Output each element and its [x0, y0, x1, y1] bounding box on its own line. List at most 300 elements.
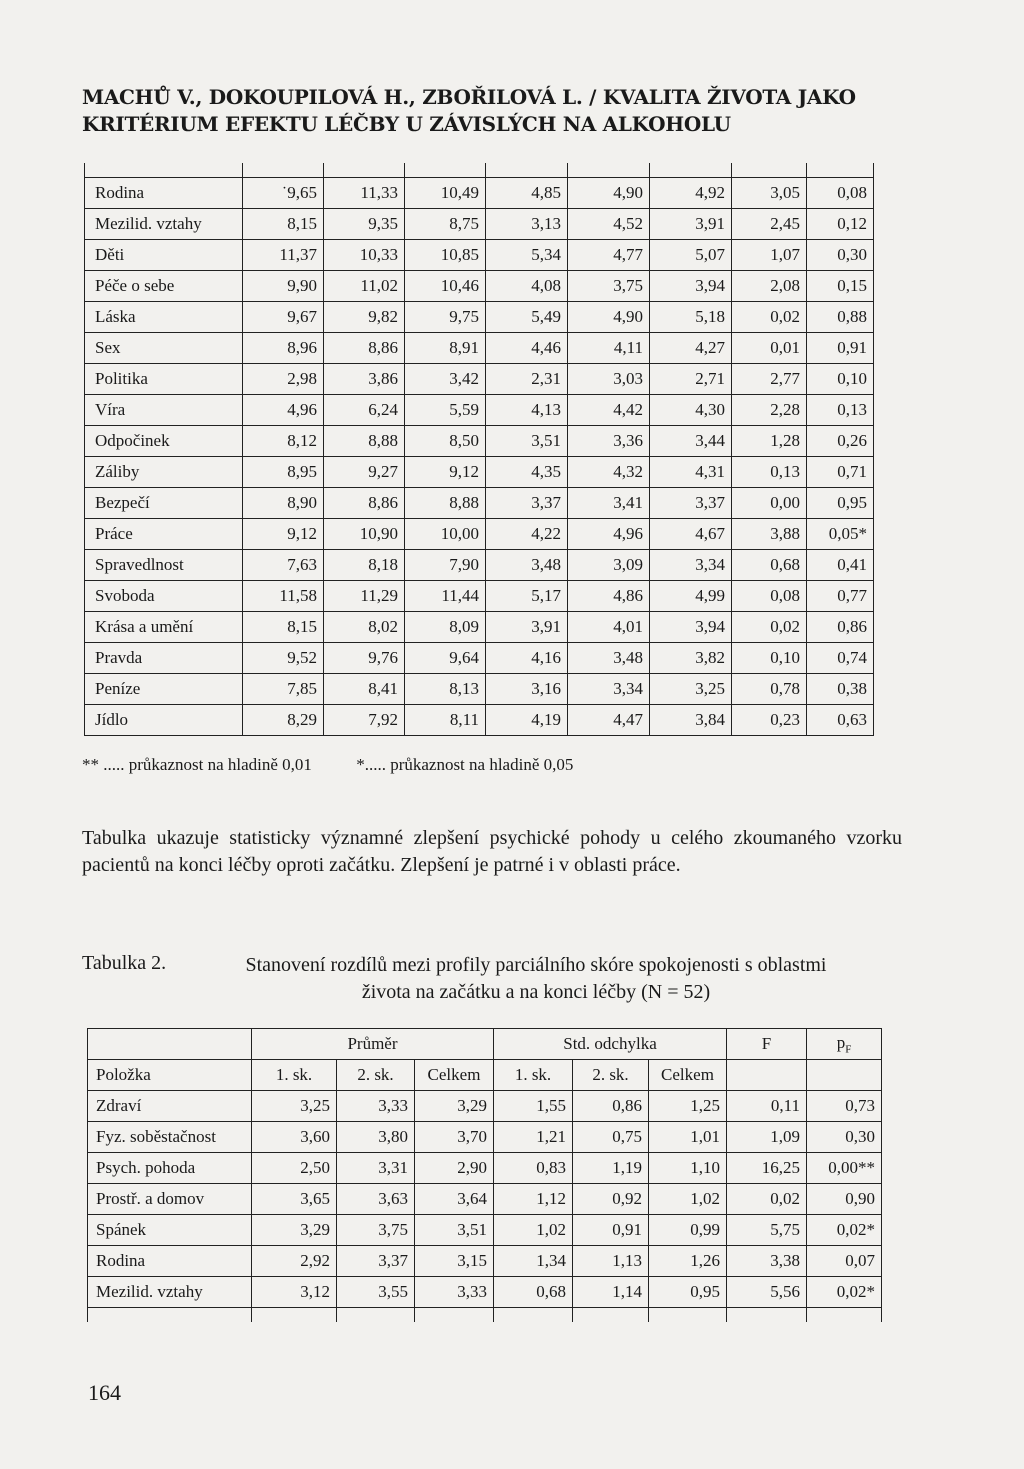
- table-cell: 8,12: [243, 426, 324, 457]
- table-cell: 2,98: [243, 364, 324, 395]
- table-cell: 3,51: [415, 1215, 494, 1246]
- table-cell: 0,71: [807, 457, 874, 488]
- table-cell: 0,95: [807, 488, 874, 519]
- table-cell: 0,08: [732, 581, 807, 612]
- table-cell: ˙9,65: [243, 178, 324, 209]
- table-cell: 3,84: [650, 705, 732, 736]
- table-row: [85, 674, 874, 705]
- table-cell: 3,34: [650, 550, 732, 581]
- table-cell: 0,15: [807, 271, 874, 302]
- table-cell: 8,88: [324, 426, 405, 457]
- table-cell: 1,02: [649, 1184, 727, 1215]
- table-row: [88, 1091, 882, 1122]
- stub-cell: [807, 1308, 882, 1323]
- table-cell: 4,35: [486, 457, 568, 488]
- table-cell: 3,25: [650, 674, 732, 705]
- table-row: [88, 1215, 882, 1246]
- table-cell: 10,90: [324, 519, 405, 550]
- table-cell: 8,11: [405, 705, 486, 736]
- table-cell: 3,94: [650, 612, 732, 643]
- table-cell: 3,05: [732, 178, 807, 209]
- stub-cell: [573, 1308, 649, 1323]
- table-cell: 0,88: [807, 302, 874, 333]
- stub-cell: [649, 1308, 727, 1323]
- table-row: [85, 581, 874, 612]
- table-cell: 0,10: [807, 364, 874, 395]
- table-cell: 3,91: [650, 209, 732, 240]
- table-cell: 3,29: [252, 1215, 337, 1246]
- row-label: Práce: [85, 519, 243, 550]
- table-cell: 0,11: [727, 1091, 807, 1122]
- table-cell: 0,01: [732, 333, 807, 364]
- table-cell: 8,86: [324, 333, 405, 364]
- table-row: [88, 1122, 882, 1153]
- table-cell: 8,50: [405, 426, 486, 457]
- table-cell: 1,10: [649, 1153, 727, 1184]
- table-cell: 4,96: [568, 519, 650, 550]
- table-cell: 4,86: [568, 581, 650, 612]
- table-2-sub-header-row: [88, 1060, 882, 1091]
- header-pf: [807, 1029, 882, 1060]
- page-number: 164: [88, 1380, 121, 1405]
- table-2-caption: Stanovení rozdílů mezi profily parciálního skóre spokojenosti s oblastmi života na začátku a na konci léčby (N = 52): [245, 954, 827, 1003]
- table-cell: 5,75: [727, 1215, 807, 1246]
- table-cell: 3,03: [568, 364, 650, 395]
- table-row: [88, 1246, 882, 1277]
- table-cell: 2,71: [650, 364, 732, 395]
- table-2: [87, 1028, 882, 1322]
- table-cell: 0,78: [732, 674, 807, 705]
- sub-header-cell: Celkem: [649, 1060, 727, 1091]
- table-cell: 0,74: [807, 643, 874, 674]
- row-label: Mezilid. vztahy: [88, 1277, 252, 1308]
- table-cell: 8,15: [243, 209, 324, 240]
- table-cell: 0,07: [807, 1246, 882, 1277]
- row-label: Fyz. soběstačnost: [88, 1122, 252, 1153]
- table-cell: 0,00: [732, 488, 807, 519]
- table-cell: 5,17: [486, 581, 568, 612]
- table-cell: 0,02: [732, 612, 807, 643]
- header-mean: Průměr: [252, 1029, 494, 1060]
- table-cell: 10,46: [405, 271, 486, 302]
- sub-header-cell: 1. sk.: [252, 1060, 337, 1091]
- table-cell: 3,82: [650, 643, 732, 674]
- stub-cell: [650, 163, 732, 178]
- table-cell: 5,59: [405, 395, 486, 426]
- table-cell: 2,92: [252, 1246, 337, 1277]
- table-cell: 3,16: [486, 674, 568, 705]
- table-cell: 0,68: [494, 1277, 573, 1308]
- table-cell: 3,51: [486, 426, 568, 457]
- row-label: Láska: [85, 302, 243, 333]
- table-row: [88, 1277, 882, 1308]
- table-cell: 2,45: [732, 209, 807, 240]
- table-cell: 3,15: [415, 1246, 494, 1277]
- table-cell: 0,75: [573, 1122, 649, 1153]
- table-cell: 4,32: [568, 457, 650, 488]
- table-cell: 10,33: [324, 240, 405, 271]
- table-cell: 4,22: [486, 519, 568, 550]
- row-label: Mezilid. vztahy: [85, 209, 243, 240]
- table-cell: 4,47: [568, 705, 650, 736]
- table-cell: 9,76: [324, 643, 405, 674]
- table-cell: 9,90: [243, 271, 324, 302]
- stub-cell: [568, 163, 650, 178]
- table-cell: 8,96: [243, 333, 324, 364]
- sub-header-cell: Položka: [88, 1060, 252, 1091]
- stub-cell: [85, 163, 243, 178]
- row-label: Psych. pohoda: [88, 1153, 252, 1184]
- table-cell: 3,80: [337, 1122, 415, 1153]
- table-row: [88, 1153, 882, 1184]
- table-cell: 3,13: [486, 209, 568, 240]
- sub-header-cell: [807, 1060, 882, 1091]
- table-cell: 0,68: [732, 550, 807, 581]
- table-cell: 1,34: [494, 1246, 573, 1277]
- table-cell: 0,95: [649, 1277, 727, 1308]
- table-cell: 11,33: [324, 178, 405, 209]
- table-cell: 11,58: [243, 581, 324, 612]
- table-cell: 0,30: [807, 1122, 882, 1153]
- running-header: [82, 84, 942, 138]
- table-cell: 0,99: [649, 1215, 727, 1246]
- table-cell: 8,86: [324, 488, 405, 519]
- table-cell: 4,08: [486, 271, 568, 302]
- table-cell: 11,02: [324, 271, 405, 302]
- table-cell: 3,86: [324, 364, 405, 395]
- table-cell: 1,09: [727, 1122, 807, 1153]
- stub-cell: [252, 1308, 337, 1323]
- legend-item-005: *..... průkaznost na hladině 0,05: [356, 755, 574, 774]
- table-cell: 0,13: [807, 395, 874, 426]
- table-cell: 4,46: [486, 333, 568, 364]
- table-cell: 4,85: [486, 178, 568, 209]
- row-label: Pravda: [85, 643, 243, 674]
- row-label: Odpočinek: [85, 426, 243, 457]
- table-cell: 3,37: [337, 1246, 415, 1277]
- header-pf-text: $p_F$: [836, 1032, 852, 1056]
- table-cell: 2,08: [732, 271, 807, 302]
- header-f: F: [727, 1029, 807, 1060]
- table-cell: 9,64: [405, 643, 486, 674]
- table-cell: 7,90: [405, 550, 486, 581]
- table-cell: 3,25: [252, 1091, 337, 1122]
- row-label: Rodina: [88, 1246, 252, 1277]
- table-cell: 0,63: [807, 705, 874, 736]
- table-cell: 0,86: [573, 1091, 649, 1122]
- table-row: [85, 519, 874, 550]
- table-cell: 3,37: [650, 488, 732, 519]
- table-cell: 3,33: [337, 1091, 415, 1122]
- table-cell: 1,01: [649, 1122, 727, 1153]
- table-cell: 1,07: [732, 240, 807, 271]
- row-label: Péče o sebe: [85, 271, 243, 302]
- table-cell: 8,95: [243, 457, 324, 488]
- table-cell: 5,18: [650, 302, 732, 333]
- table-cell: 7,85: [243, 674, 324, 705]
- table-cell: 3,44: [650, 426, 732, 457]
- table-cell: 9,75: [405, 302, 486, 333]
- stub-cell: [324, 163, 405, 178]
- table-cell: 1,02: [494, 1215, 573, 1246]
- table-cell: 4,90: [568, 178, 650, 209]
- table-cell: 0,30: [807, 240, 874, 271]
- table-cell: 8,18: [324, 550, 405, 581]
- table-cell: 9,67: [243, 302, 324, 333]
- table-row: [85, 426, 874, 457]
- table-cell: 3,33: [415, 1277, 494, 1308]
- table-cell: 0,02*: [807, 1215, 882, 1246]
- stub-cell: [807, 163, 874, 178]
- significance-legend: [82, 755, 613, 775]
- table-cell: 5,07: [650, 240, 732, 271]
- table-cell: 3,38: [727, 1246, 807, 1277]
- table-cell: 1,26: [649, 1246, 727, 1277]
- header-pf-subscript: F: [845, 1043, 852, 1056]
- row-label: Peníze: [85, 674, 243, 705]
- stub-cell: [494, 1308, 573, 1323]
- table-cell: 4,92: [650, 178, 732, 209]
- table-cell: 9,82: [324, 302, 405, 333]
- table-cell: 4,27: [650, 333, 732, 364]
- table-cell: 4,77: [568, 240, 650, 271]
- row-label: Spánek: [88, 1215, 252, 1246]
- table-cell: 11,44: [405, 581, 486, 612]
- table-cell: 1,19: [573, 1153, 649, 1184]
- header-line-2: KRITÉRIUM EFEKTU LÉČBY U ZÁVISLÝCH NA ALKOHOLU: [82, 112, 731, 136]
- table-cell: 8,88: [405, 488, 486, 519]
- table-row: [85, 612, 874, 643]
- sub-header-cell: Celkem: [415, 1060, 494, 1091]
- table-cell: 5,34: [486, 240, 568, 271]
- table-cell: 2,50: [252, 1153, 337, 1184]
- table-cell: 3,34: [568, 674, 650, 705]
- table-cell: 1,12: [494, 1184, 573, 1215]
- sub-header-cell: 2. sk.: [573, 1060, 649, 1091]
- table-cell: 0,13: [732, 457, 807, 488]
- table-cell: 0,02: [727, 1184, 807, 1215]
- table-cell: 0,00**: [807, 1153, 882, 1184]
- row-label: Bezpečí: [85, 488, 243, 519]
- table-cell: 3,60: [252, 1122, 337, 1153]
- table-cell: 2,90: [415, 1153, 494, 1184]
- body-paragraph: Tabulka ukazuje statisticky významné zlepšení psychické pohody u celého zkoumaného vzorku pacientů na konci léčby oproti začátku. Zlepšení je patrné i v oblasti práce.: [82, 827, 902, 876]
- table-2-group-header-row: [88, 1029, 882, 1060]
- table-cell: 0,38: [807, 674, 874, 705]
- stub-cell: [243, 163, 324, 178]
- table-cell: 3,91: [486, 612, 568, 643]
- table-cell: 3,75: [568, 271, 650, 302]
- table-row: [85, 705, 874, 736]
- table-cell: 4,99: [650, 581, 732, 612]
- table-cell: 2,77: [732, 364, 807, 395]
- table-row: [85, 333, 874, 364]
- table-cell: 1,25: [649, 1091, 727, 1122]
- table-cell: 8,15: [243, 612, 324, 643]
- row-label: Děti: [85, 240, 243, 271]
- table-cell: 3,37: [486, 488, 568, 519]
- table-cell: 0,05*: [807, 519, 874, 550]
- table-cell: 8,09: [405, 612, 486, 643]
- row-label: Záliby: [85, 457, 243, 488]
- table-row: [85, 240, 874, 271]
- table-cell: 8,90: [243, 488, 324, 519]
- table-row: [85, 488, 874, 519]
- table-cell: 3,48: [568, 643, 650, 674]
- table-cell: 4,11: [568, 333, 650, 364]
- stub-cell: [732, 163, 807, 178]
- table-row: [85, 550, 874, 581]
- row-label: Rodina: [85, 178, 243, 209]
- table-cell: 9,35: [324, 209, 405, 240]
- row-label: Spravedlnost: [85, 550, 243, 581]
- table-cell: 9,52: [243, 643, 324, 674]
- table-cell: 0,91: [807, 333, 874, 364]
- table-cell: 3,42: [405, 364, 486, 395]
- row-label: Jídlo: [85, 705, 243, 736]
- table-cell: 0,12: [807, 209, 874, 240]
- table-cell: 3,63: [337, 1184, 415, 1215]
- table-cell: 1,21: [494, 1122, 573, 1153]
- table-cell: 0,02: [732, 302, 807, 333]
- table-2-bottom-stub-row: [88, 1308, 882, 1323]
- table-cell: 3,64: [415, 1184, 494, 1215]
- table-row: [85, 302, 874, 333]
- table-row: [85, 178, 874, 209]
- table-cell: 0,41: [807, 550, 874, 581]
- table-1: [84, 163, 874, 736]
- table-row: [85, 395, 874, 426]
- stub-cell: [415, 1308, 494, 1323]
- table-cell: 5,56: [727, 1277, 807, 1308]
- table-cell: 0,91: [573, 1215, 649, 1246]
- table-cell: 8,13: [405, 674, 486, 705]
- table-cell: 0,90: [807, 1184, 882, 1215]
- table-cell: 0,26: [807, 426, 874, 457]
- table-cell: 3,09: [568, 550, 650, 581]
- table-row: [85, 643, 874, 674]
- table-cell: 0,92: [573, 1184, 649, 1215]
- table-cell: 3,36: [568, 426, 650, 457]
- table-cell: 8,75: [405, 209, 486, 240]
- table-2-label: Tabulka 2.: [82, 952, 167, 974]
- table-cell: 11,37: [243, 240, 324, 271]
- row-label: Víra: [85, 395, 243, 426]
- table-cell: 10,00: [405, 519, 486, 550]
- row-label: Sex: [85, 333, 243, 364]
- table-cell: 8,41: [324, 674, 405, 705]
- table-cell: 4,30: [650, 395, 732, 426]
- table-cell: 4,13: [486, 395, 568, 426]
- row-label: Politika: [85, 364, 243, 395]
- table-cell: 1,28: [732, 426, 807, 457]
- table-cell: 3,88: [732, 519, 807, 550]
- table-1-top-stub-row: [85, 163, 874, 178]
- row-label: Svoboda: [85, 581, 243, 612]
- table-cell: 4,16: [486, 643, 568, 674]
- table-cell: 2,28: [732, 395, 807, 426]
- table-cell: 3,75: [337, 1215, 415, 1246]
- stub-cell: [727, 1308, 807, 1323]
- table-cell: 3,65: [252, 1184, 337, 1215]
- table-row: [85, 271, 874, 302]
- table-cell: 3,48: [486, 550, 568, 581]
- stub-cell: [337, 1308, 415, 1323]
- table-cell: 16,25: [727, 1153, 807, 1184]
- header-std-dev: Std. odchylka: [494, 1029, 727, 1060]
- table-row: [85, 209, 874, 240]
- table-cell: 1,55: [494, 1091, 573, 1122]
- sub-header-cell: 2. sk.: [337, 1060, 415, 1091]
- legend-item-001: ** ..... průkaznost na hladině 0,01: [82, 755, 312, 774]
- table-cell: 4,96: [243, 395, 324, 426]
- table-cell: 1,14: [573, 1277, 649, 1308]
- stub-cell: [405, 163, 486, 178]
- table-cell: 8,02: [324, 612, 405, 643]
- table-cell: 0,10: [732, 643, 807, 674]
- table-cell: 9,27: [324, 457, 405, 488]
- table-cell: 2,31: [486, 364, 568, 395]
- table-cell: 4,31: [650, 457, 732, 488]
- table-cell: 3,31: [337, 1153, 415, 1184]
- table-cell: 7,63: [243, 550, 324, 581]
- table-cell: 10,49: [405, 178, 486, 209]
- table-cell: 7,92: [324, 705, 405, 736]
- stub-cell: [486, 163, 568, 178]
- table-cell: 0,02*: [807, 1277, 882, 1308]
- table-cell: 4,01: [568, 612, 650, 643]
- table-row: [85, 364, 874, 395]
- table-cell: 0,86: [807, 612, 874, 643]
- table-cell: 4,19: [486, 705, 568, 736]
- table-cell: 9,12: [405, 457, 486, 488]
- table-cell: 3,94: [650, 271, 732, 302]
- table-cell: 6,24: [324, 395, 405, 426]
- table-cell: 3,70: [415, 1122, 494, 1153]
- table-cell: 4,90: [568, 302, 650, 333]
- sub-header-cell: 1. sk.: [494, 1060, 573, 1091]
- header-empty-cell: [88, 1029, 252, 1060]
- table-cell: 3,41: [568, 488, 650, 519]
- table-cell: 4,42: [568, 395, 650, 426]
- table-row: [85, 457, 874, 488]
- table-cell: 5,49: [486, 302, 568, 333]
- table-cell: 8,29: [243, 705, 324, 736]
- table-cell: 9,12: [243, 519, 324, 550]
- stub-cell: [88, 1308, 252, 1323]
- table-cell: 4,52: [568, 209, 650, 240]
- table-cell: 0,73: [807, 1091, 882, 1122]
- table-cell: 8,91: [405, 333, 486, 364]
- row-label: Prostř. a domov: [88, 1184, 252, 1215]
- table-cell: 3,29: [415, 1091, 494, 1122]
- table-cell: 4,67: [650, 519, 732, 550]
- row-label: Krása a umění: [85, 612, 243, 643]
- table-cell: 0,08: [807, 178, 874, 209]
- table-row: [88, 1184, 882, 1215]
- sub-header-cell: [727, 1060, 807, 1091]
- table-cell: 3,55: [337, 1277, 415, 1308]
- table-cell: 11,29: [324, 581, 405, 612]
- table-cell: 0,23: [732, 705, 807, 736]
- row-label: Zdraví: [88, 1091, 252, 1122]
- header-line-1: MACHŮ V., DOKOUPILOVÁ H., ZBOŘILOVÁ L. / KVALITA ŽIVOTA JAKO: [82, 85, 856, 109]
- table-cell: 10,85: [405, 240, 486, 271]
- table-cell: 1,13: [573, 1246, 649, 1277]
- table-cell: 0,83: [494, 1153, 573, 1184]
- table-cell: 0,77: [807, 581, 874, 612]
- table-cell: 3,12: [252, 1277, 337, 1308]
